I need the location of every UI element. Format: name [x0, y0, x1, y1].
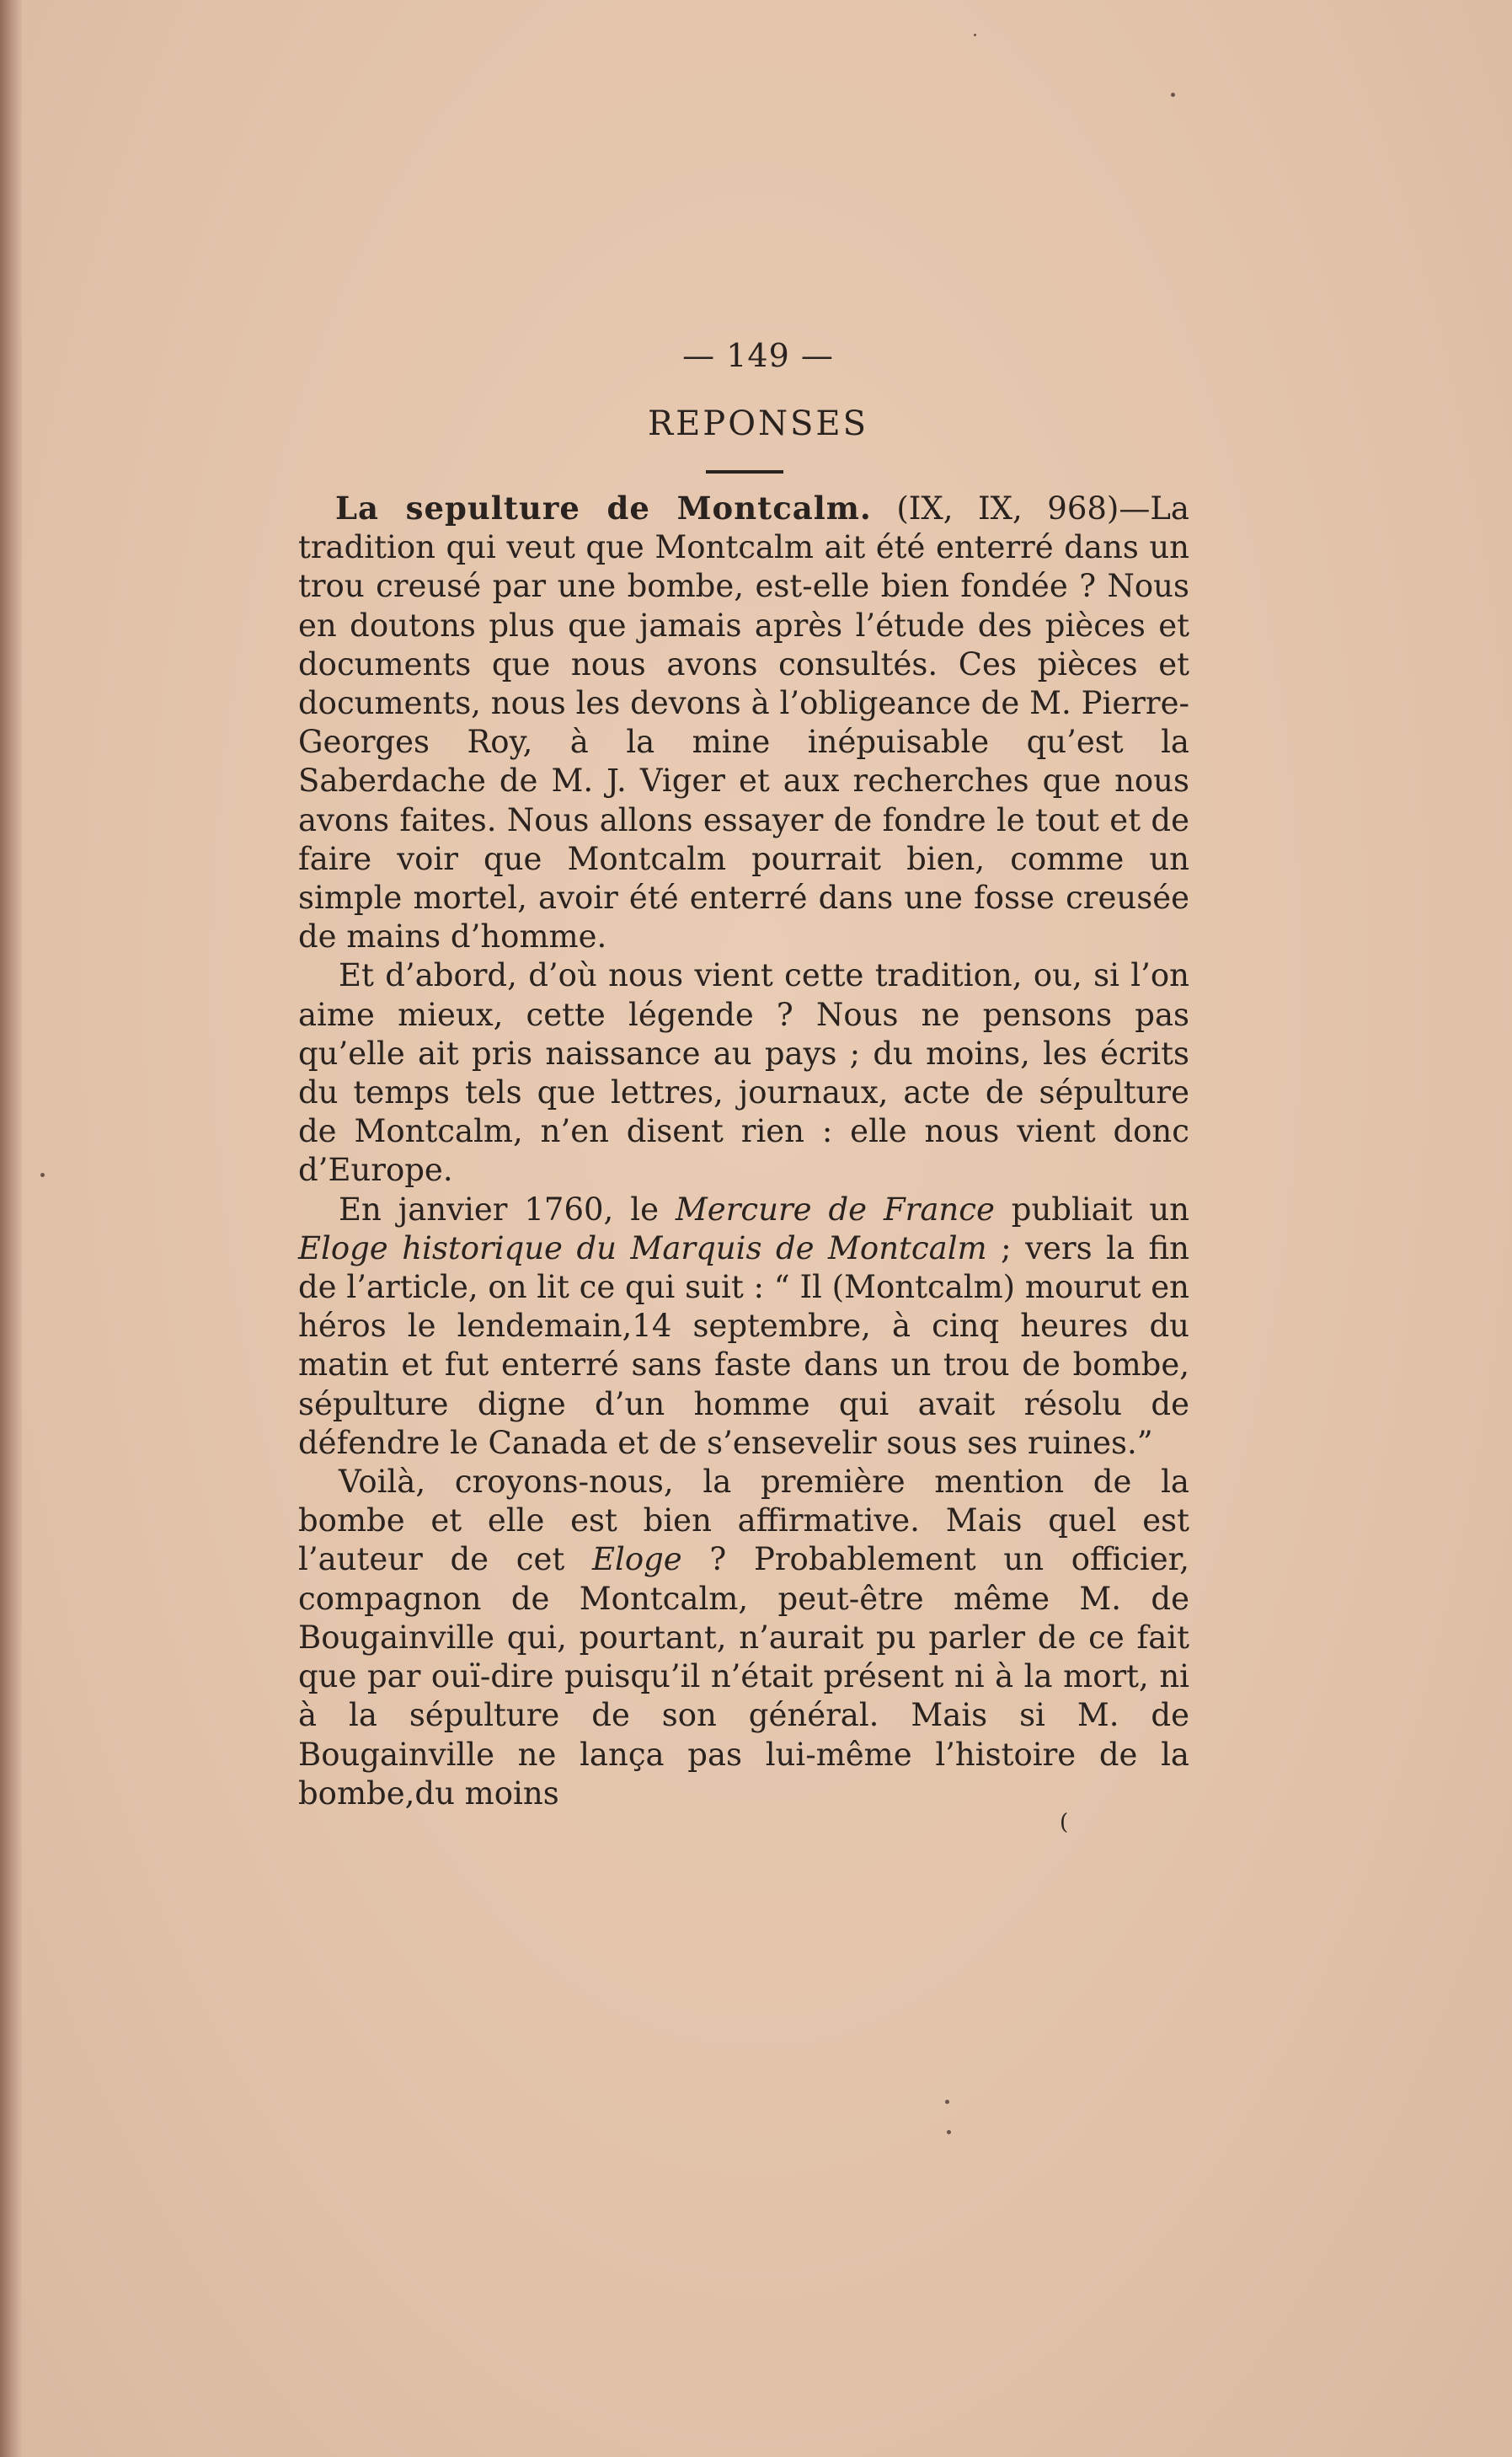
paper-speck [974, 34, 976, 36]
article-body [298, 489, 1189, 1813]
paper-speck [947, 2130, 951, 2134]
page-binding-edge [0, 0, 22, 2457]
title-rule [706, 470, 783, 474]
paragraph-4-text-b: ? Probablement un officier, compagnon de Montcalm, peut-être même M. de Bougainville qui, pourtant, n’aurait pu parler de ce fait que par ouï-dire puisqu’il n’était présent ni à la mort, ni à la sépulture de son général. Mais si M. de Bougainville ne lança pas lui-même l’histoire de la bombe,du moins [298, 1541, 1189, 1812]
paragraph-3-text-b: publiait un [994, 1191, 1190, 1228]
section-title: REPONSES [647, 404, 869, 443]
paper-speck [1171, 93, 1175, 97]
question-reference: (IX, IX, 968) [896, 490, 1119, 527]
paragraph-4-text-a: Voilà, croyons-nous, la première mention de la bombe et elle est bien affirmative. Mais quel est l’auteur de cet [298, 1464, 1189, 1578]
paragraph-1-text: —La tradition qui veut que Montcalm ait été enterré dans un trou creusé par une bombe, est-elle bien fondée ? Nous en doutons plus que jamais après l’étude des pièces et documents que nous avons consultés. Ces pièces et documents, nous les devons à l’obligeance de M. Pierre-Georges Roy, à la mine inépuisable qu’est la Saberdache de M. J. Viger et aux recherches que nous avons faites. Nous allons essayer de fondre le tout et de faire voir que Montcalm pourrait bien, comme un simple mortel, avoir été enterré dans une fosse creusée de mains d’homme. [298, 490, 1189, 956]
paper-speck [945, 2100, 949, 2104]
paper-speck [40, 1173, 45, 1177]
paragraph-2: Et d’abord, d’où nous vient cette tradition, ou, si l’on aime mieux, cette légende ? Nous ne pensons pas qu’elle ait pris naissance au pays ; du moins, les écrits du temps tels que lettres, journaux, acte de sépulture de Montcalm, n’en disent rien : elle nous vient donc d’Europe. [298, 957, 1189, 1189]
page-number: — 149 — [682, 337, 834, 374]
paragraph-question [298, 489, 1189, 956]
paragraph-3-text-c: ; vers la fin de l’article, on lit ce qui suit : “ Il (Montcalm) mourut en héros le lendemain,14 septembre, à cinq heures du matin et fut enterré sans faste dans un trou de bombe, sépulture digne d’un homme qui avait résolu de défendre le Canada et de s’ensevelir sous ses ruines.” [298, 1229, 1189, 1461]
paragraph-3 [298, 1191, 1189, 1463]
paragraph-3-text-a: En janvier 1760, le [339, 1191, 676, 1228]
question-title: La sepulture de Montcalm. [335, 490, 872, 527]
paragraph-4 [298, 1463, 1189, 1813]
mercure-de-france-title: Mercure de France [675, 1191, 995, 1228]
margin-mark: ( [1060, 1810, 1069, 1835]
eloge-title: Eloge [591, 1541, 682, 1578]
eloge-historique-title: Eloge historique du Marquis de Montcalm [298, 1229, 987, 1266]
